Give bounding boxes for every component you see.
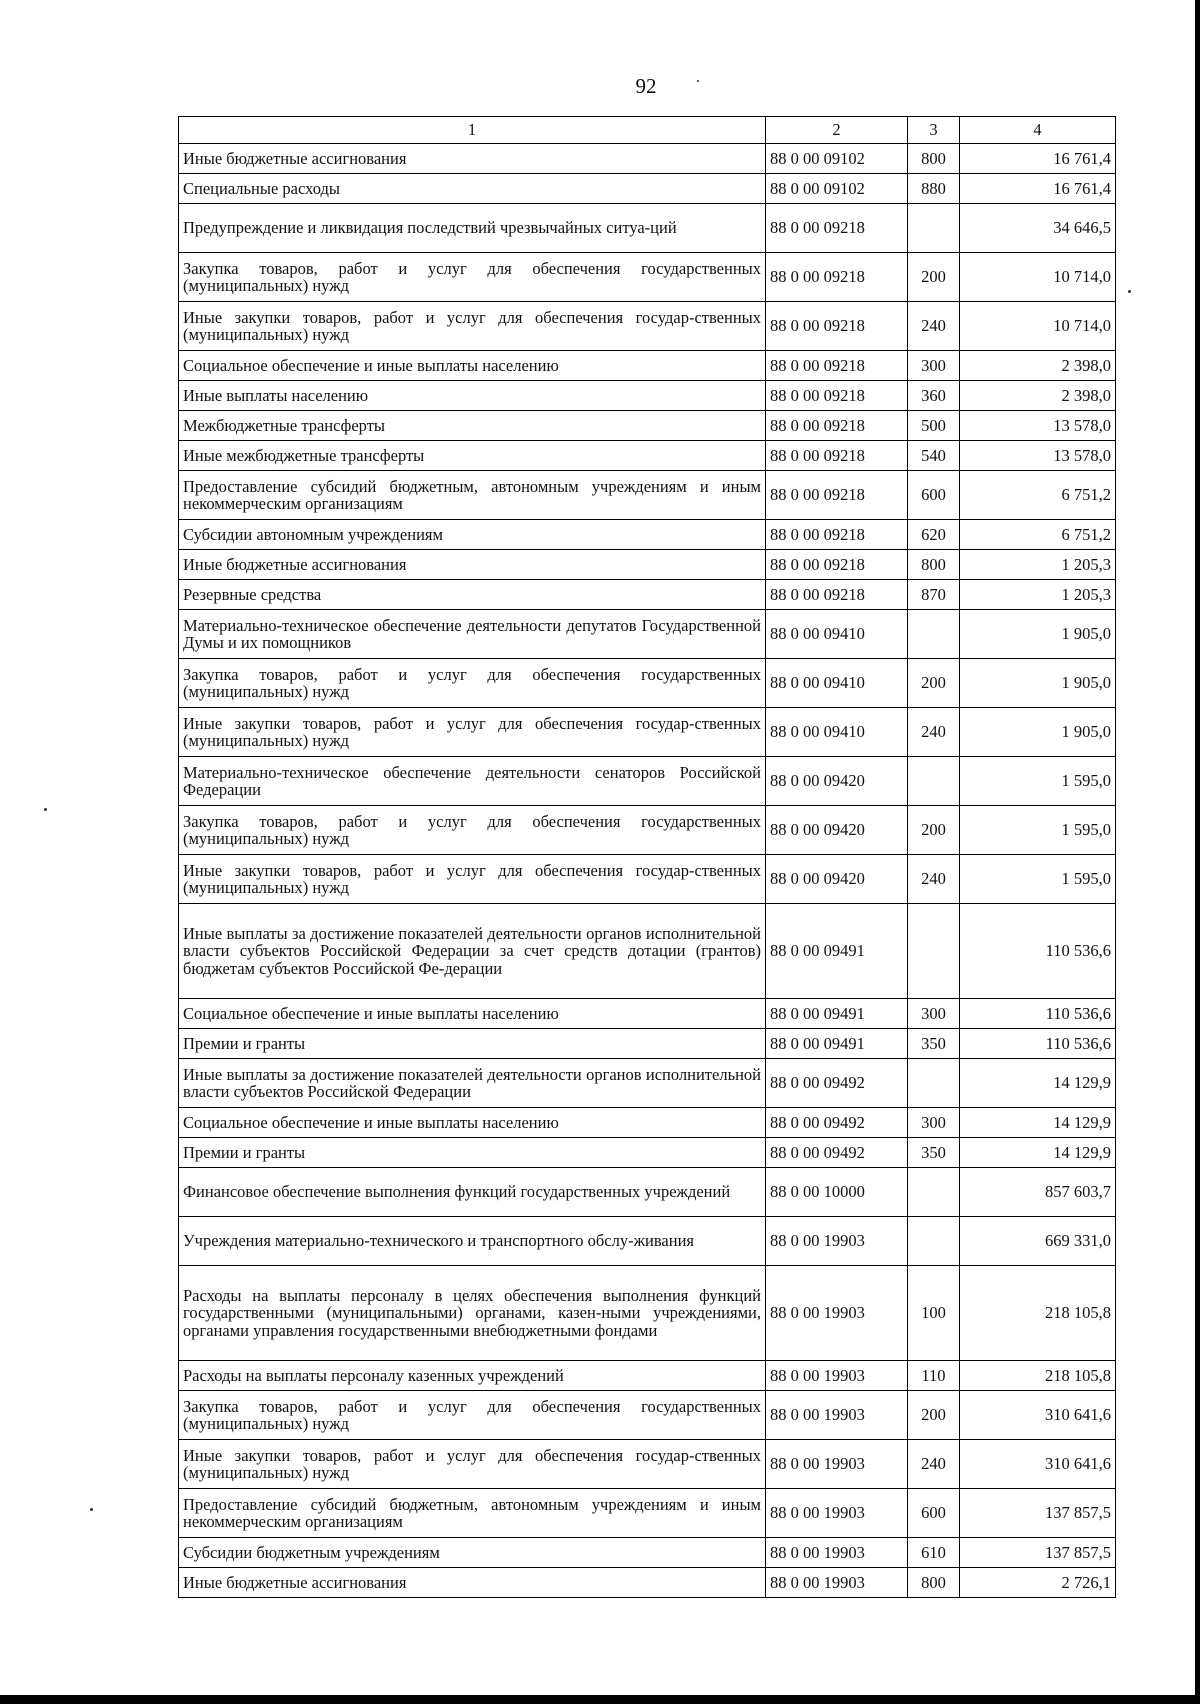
table-row [179,1361,1116,1391]
row-code-cell: 88 0 00 19903 [766,1266,908,1361]
table-row [179,1538,1116,1568]
row-expense-type-cell: 300 [908,999,960,1029]
row-code-cell: 88 0 00 09410 [766,610,908,659]
row-amount-cell: 1 205,3 [960,580,1116,610]
table-row [179,381,1116,411]
row-amount-cell: 14 129,9 [960,1108,1116,1138]
row-amount-cell: 1 205,3 [960,550,1116,580]
row-name-cell: Предоставление субсидий бюджетным, автономным учреждениям и иным некоммерческим организациям [179,1489,766,1538]
row-amount-cell: 2 398,0 [960,351,1116,381]
row-expense-type-cell: 300 [908,351,960,381]
table-row [179,659,1116,708]
row-expense-type-cell: 870 [908,580,960,610]
budget-table [178,116,1116,1598]
row-name-cell: Финансовое обеспечение выполнения функций государственных учреждений [179,1168,766,1217]
table-row [179,1059,1116,1108]
scan-speck [697,80,699,82]
row-name-cell: Материально-техническое обеспечение деятельности депутатов Государственной Думы и их помощников [179,610,766,659]
row-expense-type-cell [908,1217,960,1266]
row-expense-type-cell: 540 [908,441,960,471]
table-row [179,1440,1116,1489]
row-code-cell: 88 0 00 09410 [766,659,908,708]
row-amount-cell: 6 751,2 [960,471,1116,520]
row-code-cell: 88 0 00 09491 [766,999,908,1029]
row-name-cell: Иные выплаты за достижение показателей деятельности органов исполнительной власти субъектов Российской Федерации за счет средств дотации (грантов) бюджетам субъектов Российской Фе-дерации [179,904,766,999]
row-code-cell: 88 0 00 09102 [766,174,908,204]
row-amount-cell: 1 595,0 [960,757,1116,806]
column-header-name: 1 [179,117,766,144]
row-code-cell: 88 0 00 09492 [766,1108,908,1138]
row-amount-cell: 10 714,0 [960,302,1116,351]
table-row [179,1138,1116,1168]
row-expense-type-cell: 880 [908,174,960,204]
row-name-cell: Иные межбюджетные трансферты [179,441,766,471]
row-name-cell: Расходы на выплаты персоналу в целях обеспечения выполнения функций государственными (муниципальными) органами, казен-ными учреждениями, органами управления государственными внебюджетными фондами [179,1266,766,1361]
row-name-cell: Предоставление субсидий бюджетным, автономным учреждениям и иным некоммерческим организациям [179,471,766,520]
table-row [179,1391,1116,1440]
row-expense-type-cell: 110 [908,1361,960,1391]
row-code-cell: 88 0 00 09420 [766,757,908,806]
row-code-cell: 88 0 00 09410 [766,708,908,757]
row-name-cell: Премии и гранты [179,1138,766,1168]
row-amount-cell: 137 857,5 [960,1489,1116,1538]
table-row [179,1489,1116,1538]
row-name-cell: Резервные средства [179,580,766,610]
row-amount-cell: 669 331,0 [960,1217,1116,1266]
row-code-cell: 88 0 00 09218 [766,441,908,471]
table-row [179,904,1116,999]
row-expense-type-cell: 240 [908,302,960,351]
row-amount-cell: 1 905,0 [960,708,1116,757]
row-expense-type-cell: 360 [908,381,960,411]
row-amount-cell: 1 595,0 [960,806,1116,855]
row-name-cell: Межбюджетные трансферты [179,411,766,441]
table-row [179,1217,1116,1266]
row-code-cell: 88 0 00 09420 [766,806,908,855]
row-expense-type-cell: 600 [908,471,960,520]
row-code-cell: 88 0 00 19903 [766,1568,908,1598]
row-amount-cell: 137 857,5 [960,1538,1116,1568]
row-expense-type-cell: 350 [908,1029,960,1059]
row-code-cell: 88 0 00 09218 [766,381,908,411]
row-name-cell: Учреждения материально-технического и транспортного обслу-живания [179,1217,766,1266]
row-name-cell: Закупка товаров, работ и услуг для обеспечения государственных (муниципальных) нужд [179,1391,766,1440]
row-name-cell: Иные закупки товаров, работ и услуг для обеспечения государ-ственных (муниципальных) нужд [179,1440,766,1489]
table-row [179,806,1116,855]
table-row [179,999,1116,1029]
row-code-cell: 88 0 00 19903 [766,1217,908,1266]
row-amount-cell: 13 578,0 [960,441,1116,471]
row-expense-type-cell: 200 [908,253,960,302]
table-row [179,855,1116,904]
column-header-code: 2 [766,117,908,144]
table-header-row [179,117,1116,144]
row-code-cell: 88 0 00 09218 [766,550,908,580]
table-row [179,253,1116,302]
row-expense-type-cell: 620 [908,520,960,550]
row-expense-type-cell: 100 [908,1266,960,1361]
column-header-expense-type: 3 [908,117,960,144]
row-amount-cell: 34 646,5 [960,204,1116,253]
row-expense-type-cell: 800 [908,1568,960,1598]
table-row [179,411,1116,441]
row-name-cell: Расходы на выплаты персоналу казенных учреждений [179,1361,766,1391]
row-amount-cell: 218 105,8 [960,1266,1116,1361]
row-code-cell: 88 0 00 09492 [766,1138,908,1168]
row-amount-cell: 310 641,6 [960,1440,1116,1489]
row-code-cell: 88 0 00 09491 [766,1029,908,1059]
row-amount-cell: 10 714,0 [960,253,1116,302]
row-name-cell: Иные бюджетные ассигнования [179,550,766,580]
row-code-cell: 88 0 00 09218 [766,411,908,441]
table-row [179,174,1116,204]
table-row [179,1266,1116,1361]
scan-speck [90,1508,93,1511]
table-row [179,144,1116,174]
row-code-cell: 88 0 00 19903 [766,1538,908,1568]
row-amount-cell: 13 578,0 [960,411,1116,441]
row-name-cell: Иные закупки товаров, работ и услуг для обеспечения государ-ственных (муниципальных) нужд [179,302,766,351]
row-amount-cell: 2 398,0 [960,381,1116,411]
table-row [179,441,1116,471]
scan-speck [44,808,47,811]
table-row [179,550,1116,580]
row-name-cell: Иные бюджетные ассигнования [179,144,766,174]
row-name-cell: Иные закупки товаров, работ и услуг для обеспечения государ-ственных (муниципальных) нужд [179,855,766,904]
table-row [179,1168,1116,1217]
row-expense-type-cell: 800 [908,550,960,580]
row-expense-type-cell: 240 [908,708,960,757]
row-code-cell: 88 0 00 09218 [766,204,908,253]
row-code-cell: 88 0 00 09218 [766,580,908,610]
row-amount-cell: 16 761,4 [960,174,1116,204]
row-code-cell: 88 0 00 09218 [766,351,908,381]
row-name-cell: Социальное обеспечение и иные выплаты населению [179,351,766,381]
row-amount-cell: 110 536,6 [960,999,1116,1029]
row-expense-type-cell [908,1059,960,1108]
row-expense-type-cell: 600 [908,1489,960,1538]
row-code-cell: 88 0 00 09218 [766,302,908,351]
row-expense-type-cell: 800 [908,144,960,174]
row-code-cell: 88 0 00 19903 [766,1440,908,1489]
row-name-cell: Закупка товаров, работ и услуг для обеспечения государственных (муниципальных) нужд [179,806,766,855]
row-code-cell: 88 0 00 09218 [766,471,908,520]
row-expense-type-cell: 610 [908,1538,960,1568]
row-name-cell: Материально-техническое обеспечение деятельности сенаторов Российской Федерации [179,757,766,806]
table-row [179,204,1116,253]
row-expense-type-cell [908,1168,960,1217]
row-expense-type-cell: 200 [908,659,960,708]
row-expense-type-cell: 240 [908,855,960,904]
table-row [179,471,1116,520]
row-name-cell: Иные выплаты населению [179,381,766,411]
table-row [179,1029,1116,1059]
row-name-cell: Премии и гранты [179,1029,766,1059]
row-code-cell: 88 0 00 10000 [766,1168,908,1217]
row-name-cell: Предупреждение и ликвидация последствий чрезвычайных ситуа-ций [179,204,766,253]
row-amount-cell: 1 595,0 [960,855,1116,904]
row-name-cell: Субсидии автономным учреждениям [179,520,766,550]
table-row [179,1568,1116,1598]
row-expense-type-cell: 300 [908,1108,960,1138]
row-expense-type-cell: 200 [908,1391,960,1440]
row-code-cell: 88 0 00 09491 [766,904,908,999]
row-name-cell: Специальные расходы [179,174,766,204]
table-row [179,580,1116,610]
row-expense-type-cell: 350 [908,1138,960,1168]
row-amount-cell: 14 129,9 [960,1138,1116,1168]
row-amount-cell: 857 603,7 [960,1168,1116,1217]
scan-edge [0,1695,1200,1704]
table-body [179,144,1116,1598]
row-expense-type-cell: 240 [908,1440,960,1489]
row-name-cell: Субсидии бюджетным учреждениям [179,1538,766,1568]
row-code-cell: 88 0 00 09492 [766,1059,908,1108]
row-expense-type-cell [908,204,960,253]
row-amount-cell: 6 751,2 [960,520,1116,550]
row-name-cell: Социальное обеспечение и иные выплаты населению [179,999,766,1029]
row-name-cell: Социальное обеспечение и иные выплаты населению [179,1108,766,1138]
row-code-cell: 88 0 00 19903 [766,1391,908,1440]
row-code-cell: 88 0 00 09218 [766,520,908,550]
scan-speck [1128,290,1131,293]
row-amount-cell: 110 536,6 [960,904,1116,999]
row-expense-type-cell: 200 [908,806,960,855]
row-name-cell: Иные закупки товаров, работ и услуг для обеспечения государ-ственных (муниципальных) нужд [179,708,766,757]
row-expense-type-cell [908,904,960,999]
row-name-cell: Иные выплаты за достижение показателей деятельности органов исполнительной власти субъектов Российской Федерации [179,1059,766,1108]
table-row [179,302,1116,351]
row-name-cell: Закупка товаров, работ и услуг для обеспечения государственных (муниципальных) нужд [179,659,766,708]
row-expense-type-cell [908,757,960,806]
row-code-cell: 88 0 00 09218 [766,253,908,302]
row-code-cell: 88 0 00 09102 [766,144,908,174]
row-amount-cell: 2 726,1 [960,1568,1116,1598]
column-header-amount: 4 [960,117,1116,144]
row-amount-cell: 218 105,8 [960,1361,1116,1391]
table-row [179,610,1116,659]
table-row [179,351,1116,381]
table-row [179,1108,1116,1138]
row-name-cell: Закупка товаров, работ и услуг для обеспечения государственных (муниципальных) нужд [179,253,766,302]
row-expense-type-cell [908,610,960,659]
row-code-cell: 88 0 00 09420 [766,855,908,904]
row-code-cell: 88 0 00 19903 [766,1361,908,1391]
row-amount-cell: 14 129,9 [960,1059,1116,1108]
row-code-cell: 88 0 00 19903 [766,1489,908,1538]
row-name-cell: Иные бюджетные ассигнования [179,1568,766,1598]
table-row [179,757,1116,806]
row-expense-type-cell: 500 [908,411,960,441]
row-amount-cell: 110 536,6 [960,1029,1116,1059]
table-row [179,520,1116,550]
page-number: 92 [635,74,657,98]
row-amount-cell: 1 905,0 [960,610,1116,659]
row-amount-cell: 310 641,6 [960,1391,1116,1440]
row-amount-cell: 1 905,0 [960,659,1116,708]
row-amount-cell: 16 761,4 [960,144,1116,174]
scan-edge [1195,0,1200,1704]
table-row [179,708,1116,757]
